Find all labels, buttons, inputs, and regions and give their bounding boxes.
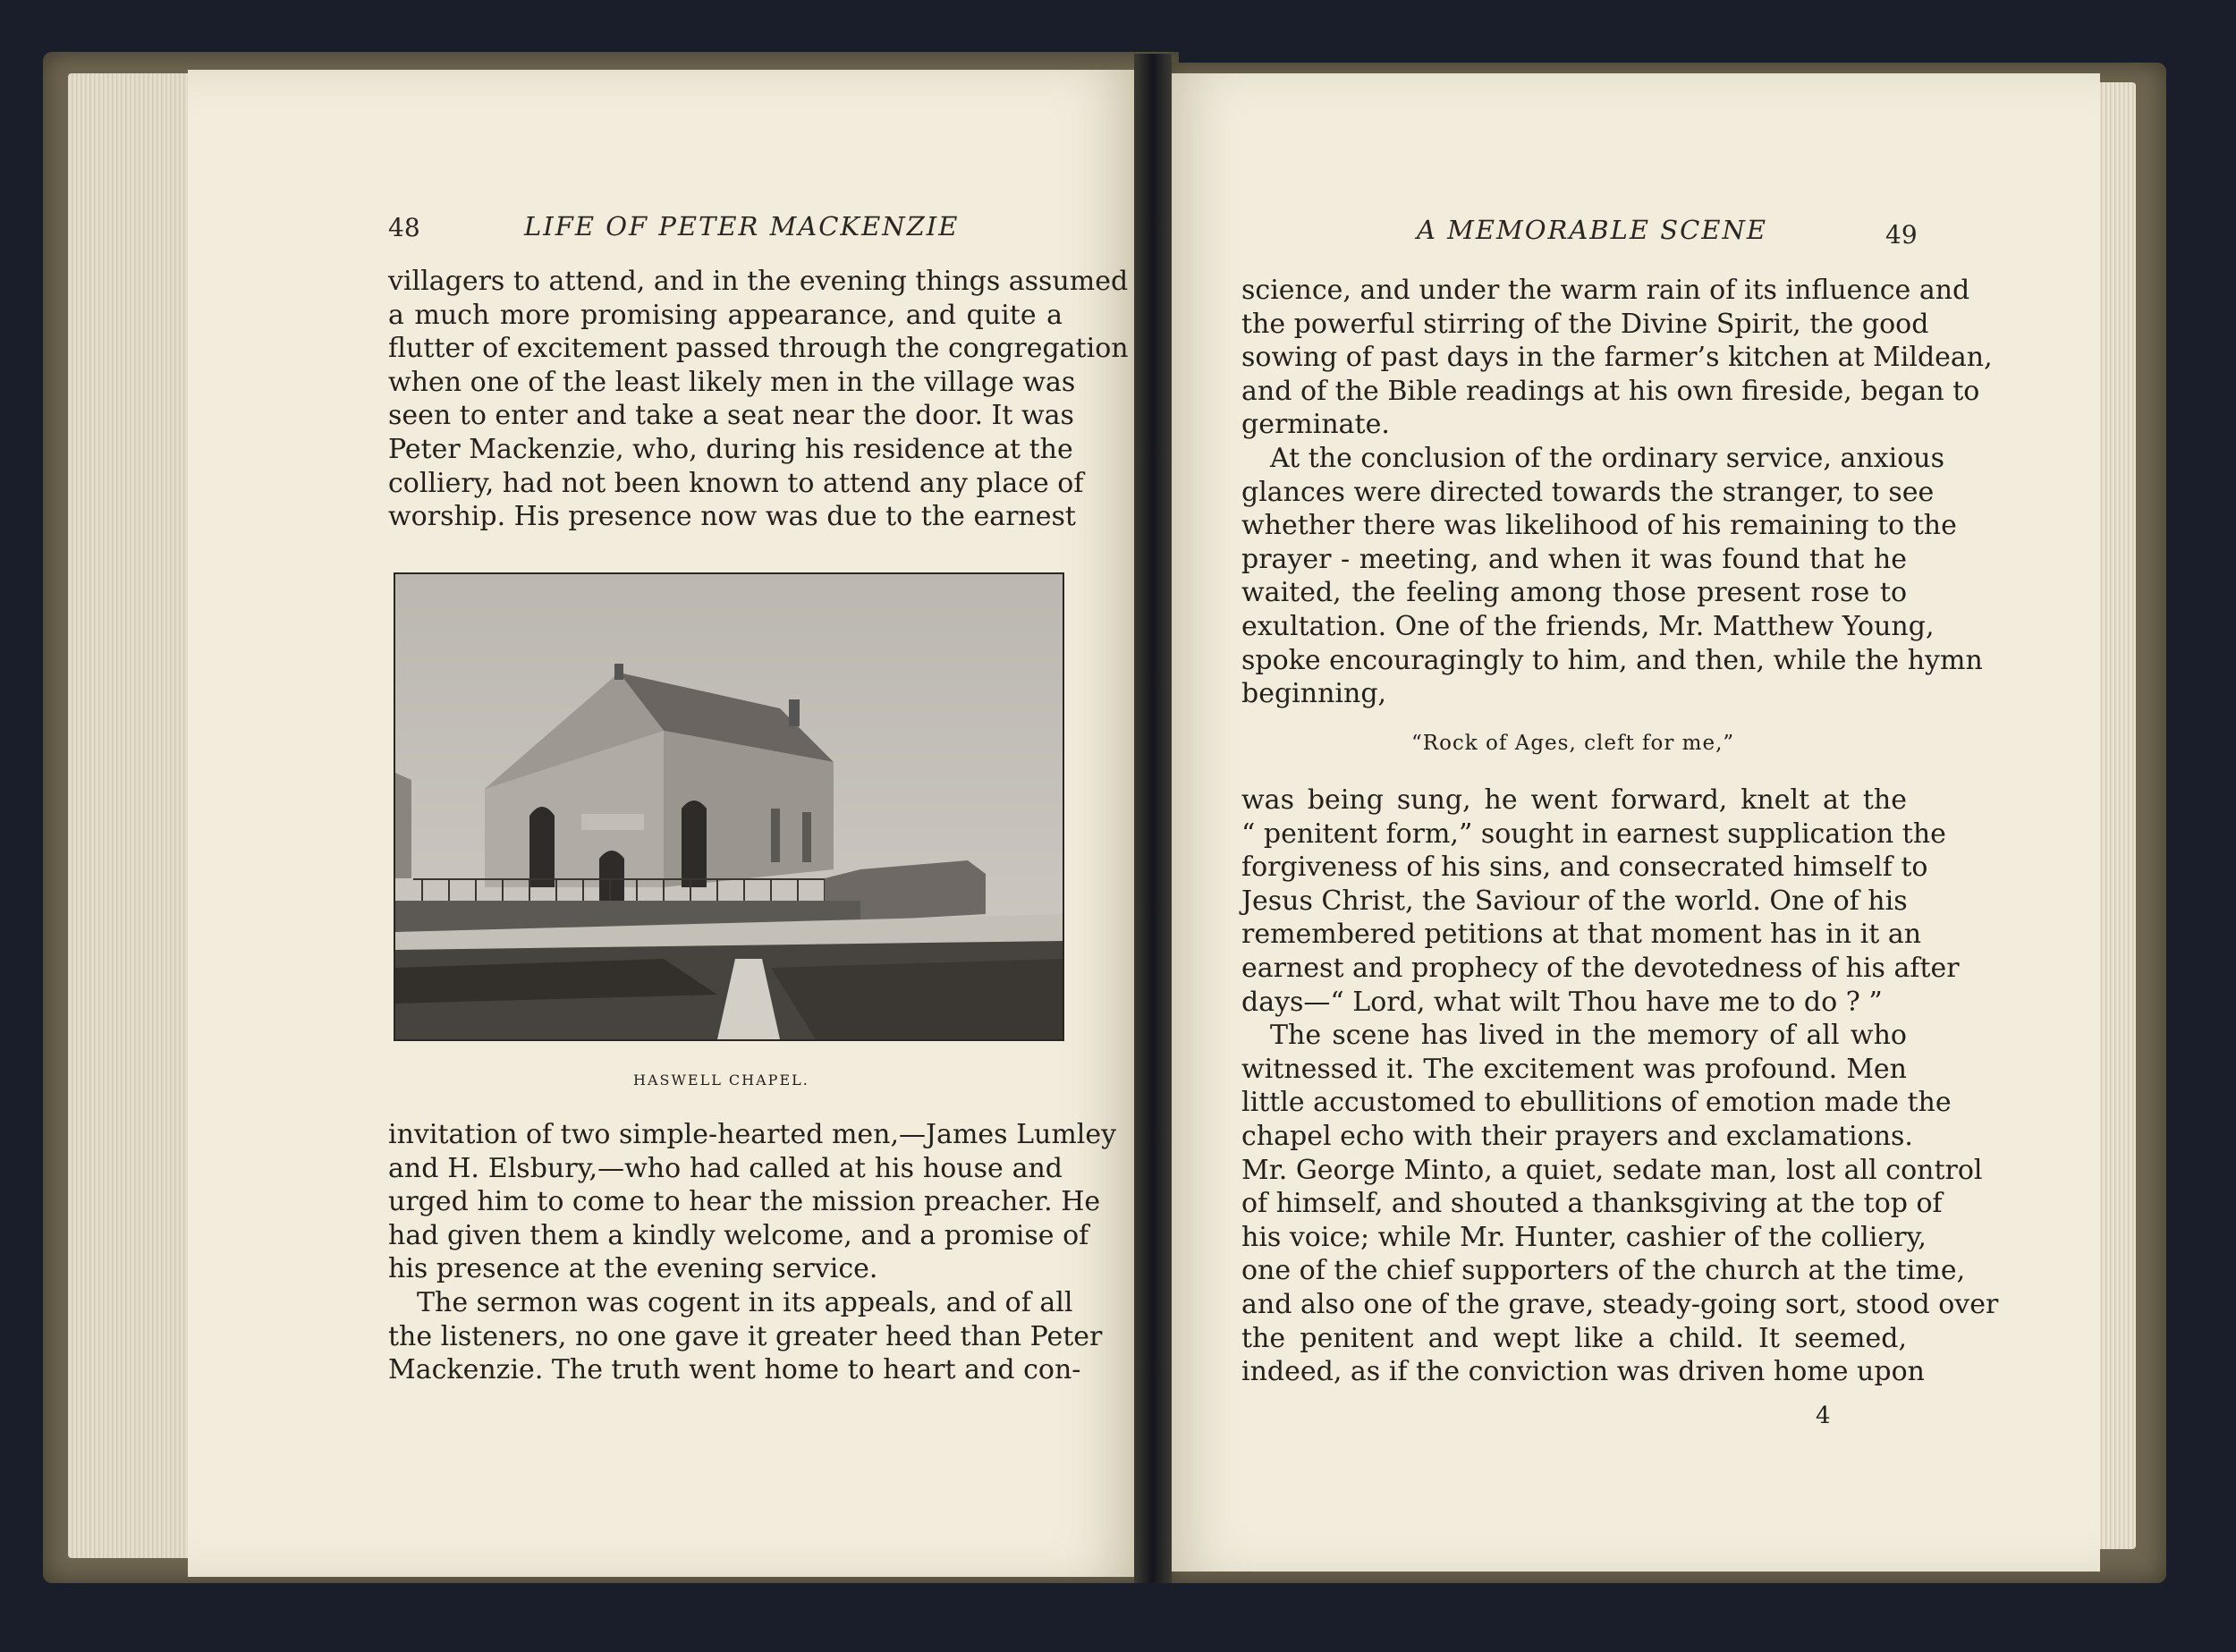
text-line: germinate. — [1241, 409, 1390, 441]
text-line: little accustomed to ebullitions of emotion made the — [1241, 1087, 1952, 1119]
text-line: flutter of excitement passed through the congregation — [388, 333, 1129, 365]
text-line: spoke encouragingly to him, and then, while the hymn — [1241, 644, 1983, 676]
right-running-head: A MEMORABLE SCENE — [1417, 215, 1767, 245]
text-line: The sermon was cogent in its appeals, and of all — [417, 1286, 1073, 1318]
left-running-head: LIFE OF PETER MACKENZIE — [524, 211, 960, 241]
text-line: beginning, — [1241, 678, 1387, 710]
haswell-chapel-photo — [394, 572, 1064, 1041]
text-line: urged him to come to hear the mission preacher. He — [388, 1186, 1101, 1218]
text-line: was being sung, he went forward, knelt at the — [1241, 784, 1907, 816]
text-line: the listeners, no one gave it greater heed than Peter — [388, 1320, 1103, 1352]
chapel-illustration — [395, 574, 1063, 1039]
text-line: and of the Bible readings at his own fireside, began to — [1241, 375, 1980, 407]
text-line: glances were directed towards the stranger, to see — [1241, 476, 1935, 508]
left-page-number: 48 — [388, 213, 420, 242]
text-line: when one of the least likely men in the village was — [388, 366, 1076, 398]
text-line: indeed, as if the conviction was driven home upon — [1241, 1356, 1925, 1388]
text-line: worship. His presence now was due to the earnest — [388, 501, 1076, 533]
text-line: “ penitent form,” sought in earnest supplication the — [1241, 818, 1946, 850]
text-line: earnest and prophecy of the devotedness of his after — [1241, 952, 1960, 984]
text-line: witnessed it. The excitement was profound. Men — [1241, 1053, 1907, 1085]
text-line: remembered petitions at that moment has in it an — [1241, 919, 1922, 951]
right-text-bottom — [1241, 784, 1999, 1389]
text-line: sowing of past days in the farmer’s kitchen at Mildean, — [1241, 342, 1993, 374]
text-line: Jesus Christ, the Saviour of the world. One of his — [1241, 885, 1908, 917]
page-edges-left — [68, 73, 202, 1558]
text-line: Mr. George Minto, a quiet, sedate man, lost all control — [1241, 1154, 1983, 1186]
text-line: and also one of the grave, steady-going sort, stood over — [1241, 1288, 1999, 1320]
text-line: invitation of two simple-hearted men,—James Lumley — [388, 1119, 1117, 1150]
text-line: villagers to attend, and in the evening things assumed — [388, 266, 1129, 297]
text-line: his voice; while Mr. Hunter, cashier of the colliery, — [1241, 1221, 1927, 1253]
text-line: waited, the feeling among those present rose to — [1241, 577, 1907, 609]
text-line: had given them a kindly welcome, and a promise of — [388, 1219, 1089, 1251]
text-line: the penitent and wept like a child. It seemed, — [1241, 1322, 1907, 1354]
text-line: the powerful stirring of the Divine Spirit, the good — [1241, 308, 1929, 340]
text-line: exultation. One of the friends, Mr. Matthew Young, — [1241, 610, 1935, 642]
text-line: chapel echo with their prayers and exclamations. — [1241, 1120, 1913, 1152]
text-line: his presence at the evening service. — [388, 1253, 878, 1285]
right-text-top — [1241, 274, 1993, 711]
text-line: prayer - meeting, and when it was found that he — [1241, 543, 1907, 575]
text-line: Mackenzie. The truth went home to heart and con- — [388, 1354, 1081, 1386]
text-line: a much more promising appearance, and quite a — [388, 299, 1063, 331]
text-line: science, and under the warm rain of its influence and — [1241, 275, 1970, 306]
text-line: Peter Mackenzie, who, during his residence at the — [388, 433, 1073, 465]
text-line: one of the chief supporters of the church at the time, — [1241, 1255, 1966, 1287]
text-line: of himself, and shouted a thanksgiving at the top of — [1241, 1188, 1943, 1220]
book-gutter — [1134, 54, 1172, 1583]
hymn-quote: “Rock of Ages, cleft for me,” — [1411, 732, 1735, 755]
text-line: seen to enter and take a seat near the door. It was — [388, 400, 1074, 432]
left-text-top — [388, 265, 1129, 534]
illustration-caption: HASWELL CHAPEL. — [633, 1072, 809, 1089]
text-line: days—“ Lord, what wilt Thou have me to do ? ” — [1241, 986, 1883, 1018]
text-line: forgiveness of his sins, and consecrated himself to — [1241, 851, 1928, 884]
left-text-bottom — [388, 1118, 1117, 1387]
text-line: The scene has lived in the memory of all who — [1270, 1020, 1907, 1052]
signature-mark: 4 — [1816, 1402, 1831, 1429]
text-line: whether there was likelihood of his remaining to the — [1241, 510, 1957, 542]
right-page-number: 49 — [1885, 220, 1918, 250]
text-line: At the conclusion of the ordinary service, anxious — [1270, 442, 1944, 474]
text-line: colliery, had not been known to attend any place of — [388, 467, 1084, 499]
text-line: and H. Elsbury,—who had called at his house and — [388, 1152, 1063, 1184]
